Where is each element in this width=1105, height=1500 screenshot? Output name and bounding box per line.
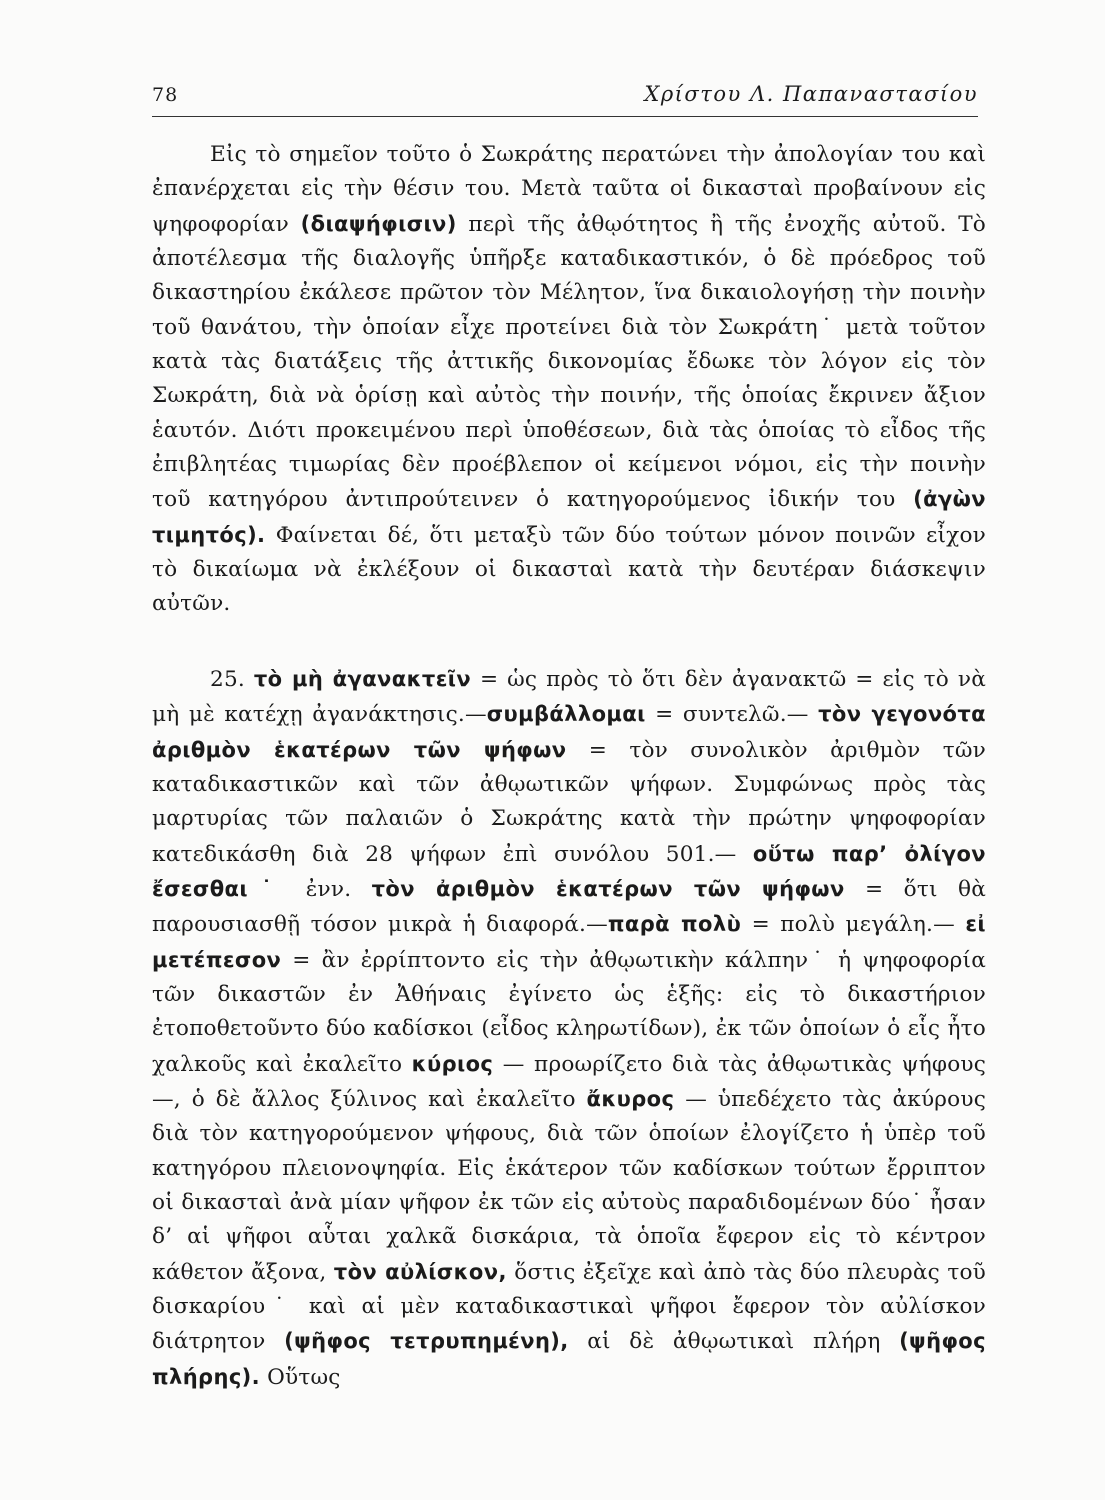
- text-span: = ὅτι θὰ παρουσιασθῇ τόσον μικρὰ ἡ διαφορά.—: [152, 876, 986, 938]
- text-span: = ὡς πρὸς τὸ ὅτι δὲν ἀγανακτῶ = εἰς τὸ νὰ μὴ μὲ κατέχῃ ἀγανάκτησις.—: [152, 666, 986, 728]
- bold-term: κύριος: [411, 1051, 494, 1076]
- text-span: — προωρίζετο διὰ τὰς ἀθῳωτικὰς ψήφους—, ὁ δὲ ἄλλος ξύλινος καὶ ἐκαλεῖτο: [152, 1051, 987, 1112]
- note-number: 25.: [210, 666, 245, 692]
- bold-term: συμβάλλομαι: [486, 702, 646, 727]
- bold-term: (ψῆφος τετρυπημένη),: [284, 1329, 569, 1354]
- text-span: = πολὺ μεγάλη.—: [741, 912, 966, 938]
- bold-term: (ψῆφος πλήρης).: [152, 1329, 986, 1389]
- text-span: ὅστις ἐξεῖχε καὶ ἀπὸ τὰς δύο πλευρὰς τοῦ δισκαρίου˙ καὶ αἱ μὲν καταδικαστικαὶ ψῆφοι ἔφερον τὸν αὐλίσκον διάτρητον: [152, 1259, 986, 1355]
- bold-term: (ἀγὼν τιμητός).: [152, 487, 986, 547]
- text-span: — ὑπεδέχετο τὰς ἀκύρους διὰ τὸν κατηγορούμενον ψήφους, διὰ τῶν ὁποίων ἐλογίζετο ἡ ὑπὲρ τοῦ κατηγόρου πλειονοψηφία. Εἰς ἑκάτερον τῶν καδίσκων τούτων ἔρριπτον οἱ δικασταὶ ἀνὰ μίαν ψῆφον ἐκ τῶν εἰς αὐτοὺς παραδιδομένων δύο˙ ἦσαν δ’ αἱ ψῆφοι αὗται χαλκᾶ δισκάρια, τὰ ὁποῖα ἔφερον εἰς τὸ κέντρον κάθετον ἄξονα,: [152, 1086, 986, 1285]
- bold-term: (διαψήφισιν): [300, 211, 457, 236]
- text-span: ἐνν.: [285, 876, 372, 902]
- bold-term: τὸν αὐλίσκον,: [333, 1259, 507, 1284]
- paragraph-note-25: [152, 662, 986, 1395]
- page-number: 78: [152, 84, 179, 106]
- bold-term: οὕτω παρ’ ὀλίγον ἔσεσθαι˙: [152, 841, 986, 901]
- bold-term: τὸν γεγονότα ἀριθμὸν ἑκατέρων τῶν ψήφων: [152, 702, 986, 762]
- body-text: [152, 138, 986, 1395]
- bold-term: ἄκυρος: [586, 1086, 675, 1111]
- page-header: [152, 76, 978, 117]
- text-span: = ἂν ἐρρίπτοντο εἰς τὴν ἀθῳωτικὴν κάλπην˙ ἡ ψηφοφορία τῶν δικαστῶν ἐν Ἀθήναις ἐγίνετο ὡς ἑξῆς: εἰς τὸ δικαστήριον ἐτοποθετοῦντο δύο καδίσκοι (εἶδος κληρωτίδων), ἐκ τῶν ὁποίων ὁ εἷς ἦτο χαλκοῦς καὶ ἐκαλεῖτο: [152, 947, 986, 1077]
- text-span: = τὸν συνολικὸν ἀριθμὸν τῶν καταδικαστικῶν καὶ τῶν ἀθῳωτικῶν ψήφων. Συμφώνως πρὸς τὰς μαρτυρίας τῶν παλαιῶν ὁ Σωκράτης κατὰ τὴν πρώτην ψηφοφορίαν κατεδικάσθη διὰ 28 ψήφων ἐπὶ συνόλου 501.—: [152, 737, 986, 867]
- text-span: αἱ δὲ ἀθῳωτικαὶ πλήρη: [568, 1329, 900, 1355]
- bold-term: τὸ μὴ ἀγανακτεῖν: [253, 666, 472, 691]
- text-span: = συντελῶ.—: [645, 702, 819, 728]
- paragraph-commentary: [152, 138, 986, 622]
- running-title: Χρίστου Λ. Παπαναστασίου: [644, 82, 978, 106]
- text-span: περὶ τῆς ἀθῳότητος ἢ τῆς ἐνοχῆς αὐτοῦ. Τὸ ἀποτέλεσμα τῆς διαλογῆς ὑπῆρξε καταδικαστικόν, ὁ δὲ πρόεδρος τοῦ δικαστηρίου ἐκάλεσε πρῶτον τὸν Μέλητον, ἵνα δικαιολογήσῃ τὴν ποινὴν τοῦ θανάτου, τὴν ὁποίαν εἶχε προτείνει διὰ τὸν Σωκράτη˙ μετὰ τοῦτον κατὰ τὰς διατάξεις τῆς ἀττικῆς δικονομίας ἔδωκε τὸν λόγον εἰς τὸν Σωκράτη, διὰ νὰ ὁρίσῃ καὶ αὐτὸς τὴν ποινήν, τῆς ὁποίας ἔκρινεν ἄξιον ἑαυτόν. Διότι προκειμένου περὶ ὑποθέσεων, διὰ τὰς ὁποίας τὸ εἶδος τῆς ἐπιβλητέας τιμωρίας δὲν προέβλεπον οἱ κείμενοι νόμοι, εἰς τὴν ποινὴν τοῦ κατηγόρου ἀντιπρούτεινεν ὁ κατηγορούμενος ἰδικήν του: [152, 211, 987, 513]
- text-span: Φαίνεται δέ, ὅτι μεταξὺ τῶν δύο τούτων μόνον ποινῶν εἶχον τὸ δικαίωμα νὰ ἐκλέξουν οἱ δικασταὶ κατὰ τὴν δευτέραν διάσκεψιν αὐτῶν.: [152, 522, 986, 617]
- bold-term: παρὰ πολὺ: [607, 912, 742, 937]
- text-span: Οὕτως: [260, 1364, 341, 1390]
- text-span: Εἰς τὸ σημεῖον τοῦτο ὁ Σωκράτης περατώνει τὴν ἀπολογίαν του καὶ ἐπανέρχεται εἰς τὴν θέσιν του. Μετὰ ταῦτα οἱ δικασταὶ προβαίνουν εἰς ψηφοφορίαν: [152, 142, 986, 237]
- bold-term: τὸν ἀριθμὸν ἑκατέρων τῶν ψήφων: [371, 876, 845, 901]
- bold-term: εἰ μετέπεσον: [152, 912, 987, 972]
